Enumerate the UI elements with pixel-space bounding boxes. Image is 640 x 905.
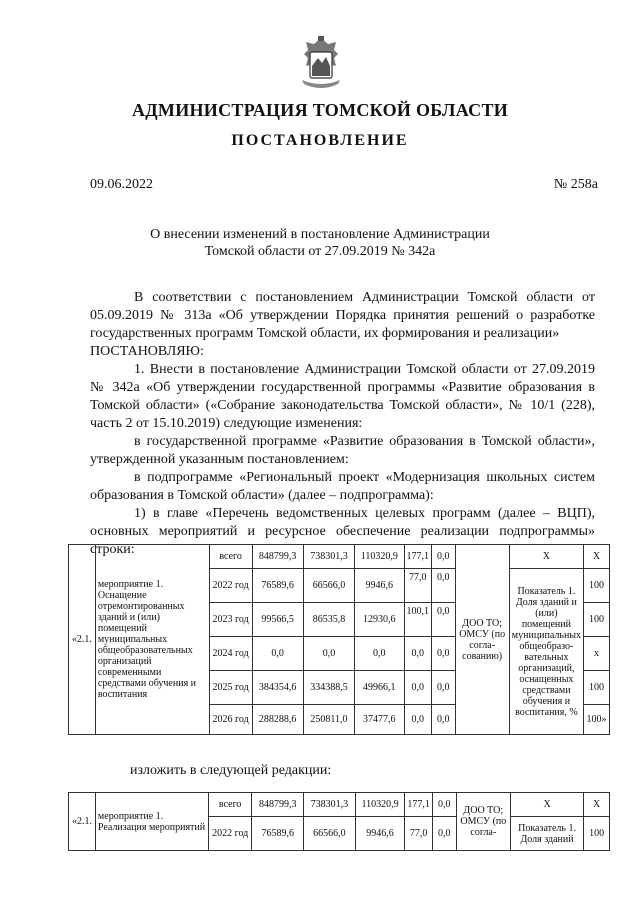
- value-cell: 0,0: [252, 637, 303, 671]
- value-cell: 738301,3: [304, 793, 356, 817]
- executor-cell: ДОО ТО; ОМСУ (по согла-сованию): [455, 545, 509, 735]
- coat-of-arms-icon: [298, 36, 344, 90]
- value-cell: 49966,1: [355, 671, 404, 705]
- paragraph: 1) в главе «Перечень ведомственных целевых программ (далее – ВЦП), основных мероприятий и ресурсное обеспечение реализации подпрограммы» строки:: [90, 506, 595, 557]
- subject-line: Томской области от 27.09.2019 № 342а: [204, 244, 436, 259]
- target-cell: 100: [584, 671, 610, 705]
- value-cell: 0,0: [432, 793, 456, 817]
- value-cell: 384354,6: [252, 671, 303, 705]
- value-cell: 0,0: [404, 705, 432, 735]
- target-cell: Х: [584, 793, 610, 817]
- document-subject: [0, 226, 640, 260]
- period-cell: всего: [209, 545, 252, 569]
- value-cell: 0,0: [432, 569, 456, 603]
- organization-title: АДМИНИСТРАЦИЯ ТОМСКОЙ ОБЛАСТИ: [131, 100, 509, 120]
- executor-cell: ДОО ТО; ОМСУ (по согла-: [456, 793, 510, 851]
- row-number: «2.1.: [69, 793, 96, 851]
- document-body: [90, 289, 595, 559]
- paragraph-resolve: ПОСТАНОВЛЯЮ:: [90, 344, 204, 359]
- indicator-header: Х: [510, 793, 583, 817]
- value-cell: 738301,3: [303, 545, 354, 569]
- value-cell: 99566,5: [252, 603, 303, 637]
- target-cell: 100: [584, 603, 610, 637]
- old-rows-table: [68, 544, 610, 735]
- target-cell: х: [584, 637, 610, 671]
- indicator-cell: Показатель 1. Доля зданий и (или) помещений муниципальных общеобразо-вательных организаций, оснащенных средствами обучения и воспитания, %: [509, 569, 583, 735]
- value-cell: 110320,9: [355, 793, 405, 817]
- period-cell: 2025 год: [209, 671, 252, 705]
- period-cell: 2026 год: [209, 705, 252, 735]
- value-cell: 66566,0: [304, 817, 356, 851]
- value-cell: 37477,6: [355, 705, 404, 735]
- value-cell: 334388,5: [303, 671, 354, 705]
- target-cell: 100»: [584, 705, 610, 735]
- value-cell: 0,0: [432, 637, 456, 671]
- paragraph: В соответствии с постановлением Администрации Томской области от 05.09.2019 № 313а «Об утверждении Порядка принятия решений о разработке государственных программ Томской области, их формирования и реализации»: [90, 290, 595, 341]
- value-cell: 848799,3: [252, 793, 304, 817]
- table-row: [69, 545, 610, 569]
- new-rows-table: [68, 792, 610, 851]
- value-cell: 77,0: [405, 817, 433, 851]
- value-cell: 0,0: [432, 705, 456, 735]
- value-cell: 110320,9: [355, 545, 404, 569]
- value-cell: 250811,0: [303, 705, 354, 735]
- document-number: № 258а: [553, 177, 598, 192]
- value-cell: 77,0: [404, 569, 432, 603]
- value-cell: 76589,6: [252, 817, 304, 851]
- document-date: 09.06.2022: [90, 177, 153, 192]
- value-cell: 0,0: [432, 545, 456, 569]
- value-cell: 0,0: [404, 637, 432, 671]
- table-row: [69, 793, 610, 817]
- value-cell: 76589,6: [252, 569, 303, 603]
- value-cell: 0,0: [432, 817, 456, 851]
- paragraph: 1. Внести в постановление Администрации Томской области от 27.09.2019 № 342а «Об утверждении государственной программы «Развитие образования в Томской области» («Собрание законодательства Томской области», № 10/1 (228), часть 2 от 15.10.2019) следующие изменения:: [90, 362, 595, 431]
- target-cell: 100: [584, 569, 610, 603]
- value-cell: 177,1: [404, 545, 432, 569]
- document-type: ПОСТАНОВЛЕНИЕ: [231, 132, 409, 149]
- value-cell: 0,0: [432, 603, 456, 637]
- target-cell: 100: [584, 817, 610, 851]
- value-cell: 12930,6: [355, 603, 404, 637]
- value-cell: 177,1: [405, 793, 433, 817]
- subject-line: О внесении изменений в постановление Администрации: [150, 227, 490, 242]
- value-cell: 66566,0: [303, 569, 354, 603]
- target-cell: Х: [584, 545, 610, 569]
- value-cell: 86535,8: [303, 603, 354, 637]
- transition-text: изложить в следующей редакции:: [130, 763, 332, 778]
- indicator-cell: Показатель 1. Доля зданий: [510, 817, 583, 851]
- period-cell: 2022 год: [208, 817, 251, 851]
- period-cell: всего: [208, 793, 251, 817]
- value-cell: 100,1: [404, 603, 432, 637]
- value-cell: 0,0: [303, 637, 354, 671]
- indicator-header: Х: [509, 545, 583, 569]
- value-cell: 848799,3: [252, 545, 303, 569]
- period-cell: 2024 год: [209, 637, 252, 671]
- value-cell: 0,0: [355, 637, 404, 671]
- value-cell: 288288,6: [252, 705, 303, 735]
- period-cell: 2023 год: [209, 603, 252, 637]
- paragraph: в подпрограмме «Региональный проект «Модернизация школьных систем образования в Томской области» (далее – подпрограмма):: [90, 470, 595, 503]
- row-number: «2.1.: [69, 545, 96, 735]
- activity-name: мероприятие 1. Реализация мероприятий: [95, 793, 208, 851]
- activity-name: мероприятие 1. Оснащение отремонтированных зданий и (или) помещений муниципальных общеобразовательных организаций современными средствами обучения и воспитания: [95, 545, 209, 735]
- value-cell: 0,0: [432, 671, 456, 705]
- value-cell: 0,0: [404, 671, 432, 705]
- value-cell: 9946,6: [355, 569, 404, 603]
- period-cell: 2022 год: [209, 569, 252, 603]
- value-cell: 9946,6: [355, 817, 405, 851]
- paragraph: в государственной программе «Развитие образования в Томской области», утвержденной указанным постановлением:: [90, 434, 595, 467]
